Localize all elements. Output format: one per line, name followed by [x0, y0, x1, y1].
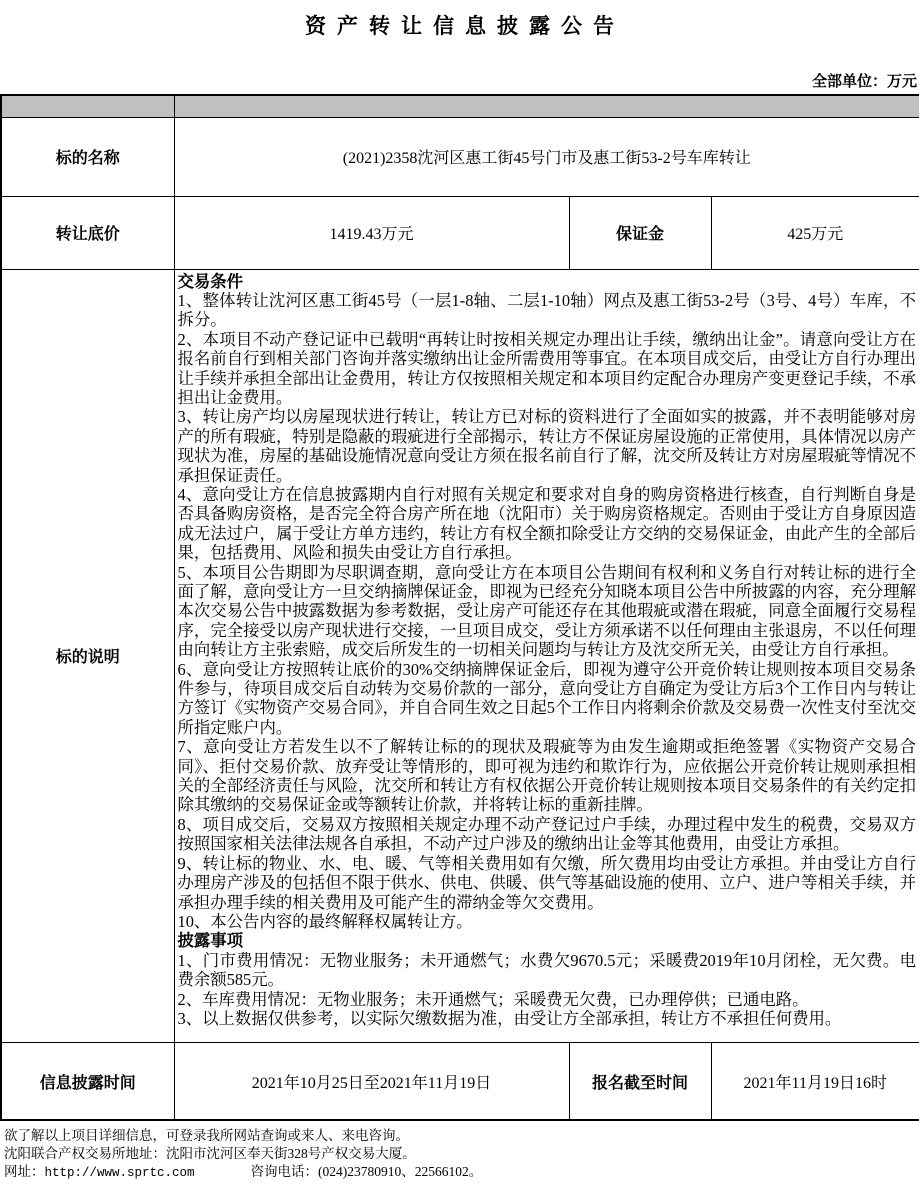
subject-name-row: [1, 117, 919, 196]
table-header-row: [1, 95, 919, 117]
trade-condition-item: 1、整体转让沈河区惠工街45号（一层1-8轴、二层1-10轴）网点及惠工街53-2号（3号、4号）车库，不拆分。: [177, 290, 916, 330]
disclosure-period-value: 2021年10月25日至2021年11月19日: [174, 1043, 569, 1120]
footer-line-contact: [4, 1163, 917, 1182]
trade-condition-item: 9、转让标的物业、水、电、暖、气等相关费用如有欠缴，所欠费用均由受让方承担。并由受让方自行办理房产涉及的包括但不限于供水、供电、供暖、供气等基础设施的使用、立户、进户等相关手续，并承担办理手续的相关费用及可能产生的滞纳金等欠交费用。: [177, 853, 916, 912]
subject-name-value: (2021)2358沈河区惠工街45号门市及惠工街53-2号车库转让: [174, 117, 919, 196]
description-row: [1, 269, 919, 1043]
header-cell-left: [1, 95, 174, 117]
disclosure-period-label: 信息披露时间: [1, 1043, 174, 1120]
description-content: [174, 269, 919, 1043]
trade-condition-item: 2、本项目不动产登记证中已载明“再转让时按相关规定办理出让手续，缴纳出让金”。请意向受让方在报名前自行到相关部门咨询并落实缴纳出让金所需费用等事宜。在本项目成交后，由受让方自行办理出让手续并承担全部出让金费用，转让方仅按照相关规定和本项目约定配合办理房产变更登记手续，不承担出让金费用。: [177, 329, 916, 407]
disclosure-items-heading: 披露事项: [177, 931, 244, 951]
registration-deadline-value: 2021年11月19日16时: [711, 1043, 919, 1120]
disclosure-item: 1、门市费用情况：无物业服务；未开通燃气；水费欠9670.5元；采暖费2019年10月闭栓，无欠费。电费余额585元。: [177, 950, 916, 990]
disclosure-item: 3、以上数据仅供参考，以实际欠缴数据为准，由受让方全部承担，转让方不承担任何费用。: [177, 1008, 842, 1028]
trade-condition-item: 7、意向受让方若发生以不了解转让标的的现状及瑕疵等为由发生逾期或拒绝签署《实物资产交易合同》、拒付交易价款、放弃受让等情形的，即可视为违约和欺诈行为，应依据公开竞价转让规则承担相关的全部经济责任与风险，沈交所和转让方有权依据公开竞价转让规则按本项目交易条件的有关约定扣除其缴纳的交易保证金或等额转让价款，并将转让标的重新挂牌。: [177, 737, 916, 815]
trade-condition-item: 4、意向受让方在信息披露期内自行对照有关规定和要求对自身的购房资格进行核查，自行判断自身是否具备购房资格，是否完全符合房产所在地（沈阳市）关于购房资格规定。否则由于受让方自身原因造成无法过户，属于受让方单方违约，转让方有权全额扣除受让方交纳的交易保证金，由此产生的全部后果，包括费用、风险和损失由受让方自行承担。: [177, 484, 916, 563]
trade-condition-item: 8、项目成交后，交易双方按照相关规定办理不动产登记过户手续，办理过程中发生的税费，交易双方按照国家相关法律法规各自承担，不动产过户涉及的缴纳出让金等其他费用，由受让方承担。: [177, 814, 916, 854]
registration-deadline-label: 报名截至时间: [569, 1043, 711, 1120]
price-row: [1, 196, 919, 269]
announcement-table: [0, 94, 919, 1121]
website-label: 网址：: [4, 1163, 45, 1179]
header-cell-right: [174, 95, 919, 117]
deposit-label: 保证金: [569, 196, 711, 269]
footer-line-info: 欲了解以上项目详细信息，可登录我所网站查询或来人、来电咨询。: [4, 1127, 409, 1143]
description-label: 标的说明: [1, 269, 174, 1043]
trade-condition-item: 6、意向受让方按照转让底价的30%交纳摘牌保证金后，即视为遵守公开竞价转让规则按本项目交易条件参与，待项目成交后自动转为交易价款的一部分，意向受让方自确定为受让方后3个工作日内与转让方签订《实物资产交易合同》，并自合同生效之日起5个工作日内将剩余价款及交易费一次性支付至沈交所指定账户内。: [177, 659, 916, 737]
footer: [0, 1121, 919, 1182]
trade-condition-item: 3、转让房产均以房屋现状进行转让，转让方已对标的资料进行了全面如实的披露，并不表明能够对房产的所有瑕疵，特别是隐蔽的瑕疵进行全部揭示，转让方不保证房屋设施的正常使用，具体情况以房产现状为准，房屋的基础设施情况意向受让方须在报名前自行了解，沈交所及转让方对房屋瑕疵等情况不承担保证责任。: [177, 407, 916, 485]
deposit-value: 425万元: [711, 196, 919, 269]
floor-price-label: 转让底价: [1, 196, 174, 269]
disclosure-item: 2、车库费用情况：无物业服务；未开通燃气；采暖费无欠费，已办理停供；已通电路。: [177, 989, 809, 1009]
phone-text: 咨询电话：(024)23780910、22566102。: [250, 1163, 483, 1179]
trade-condition-item: 10、本公告内容的最终解释权属转让方。: [177, 911, 473, 931]
subject-name-label: 标的名称: [1, 117, 174, 196]
website-url: http://www.sprtc.com: [44, 1165, 195, 1180]
trade-condition-item: 5、本项目公告期即为尽职调查期，意向受让方在本项目公告期间有权利和义务自行对转让标的进行全面了解，意向受让方一旦交纳摘牌保证金，即视为已经充分知晓本项目公告中所披露的内容，充分理解本次交易公告中披露数据为参考数据，受让房产可能还存在其他瑕疵或潜在瑕疵，同意全面履行交易程序，完全接受以房产现状进行交接，一旦项目成交，受让方须承诺不以任何理由主张退房，不以任何理由向转让方主张索赔，成交后所发生的一切相关问题均与转让方及沈交所无关，由受让方自行承担。: [177, 562, 916, 660]
page-title: 资产转让信息披露公告: [305, 14, 625, 38]
time-row: [1, 1043, 919, 1120]
floor-price-value: 1419.43万元: [174, 196, 569, 269]
footer-line-address: 沈阳联合产权交易所地址：沈阳市沈河区奉天街328号产权交易大厦。: [4, 1145, 416, 1161]
trade-conditions-heading: 交易条件: [177, 271, 244, 291]
unit-note: 全部单位：万元: [811, 74, 917, 90]
